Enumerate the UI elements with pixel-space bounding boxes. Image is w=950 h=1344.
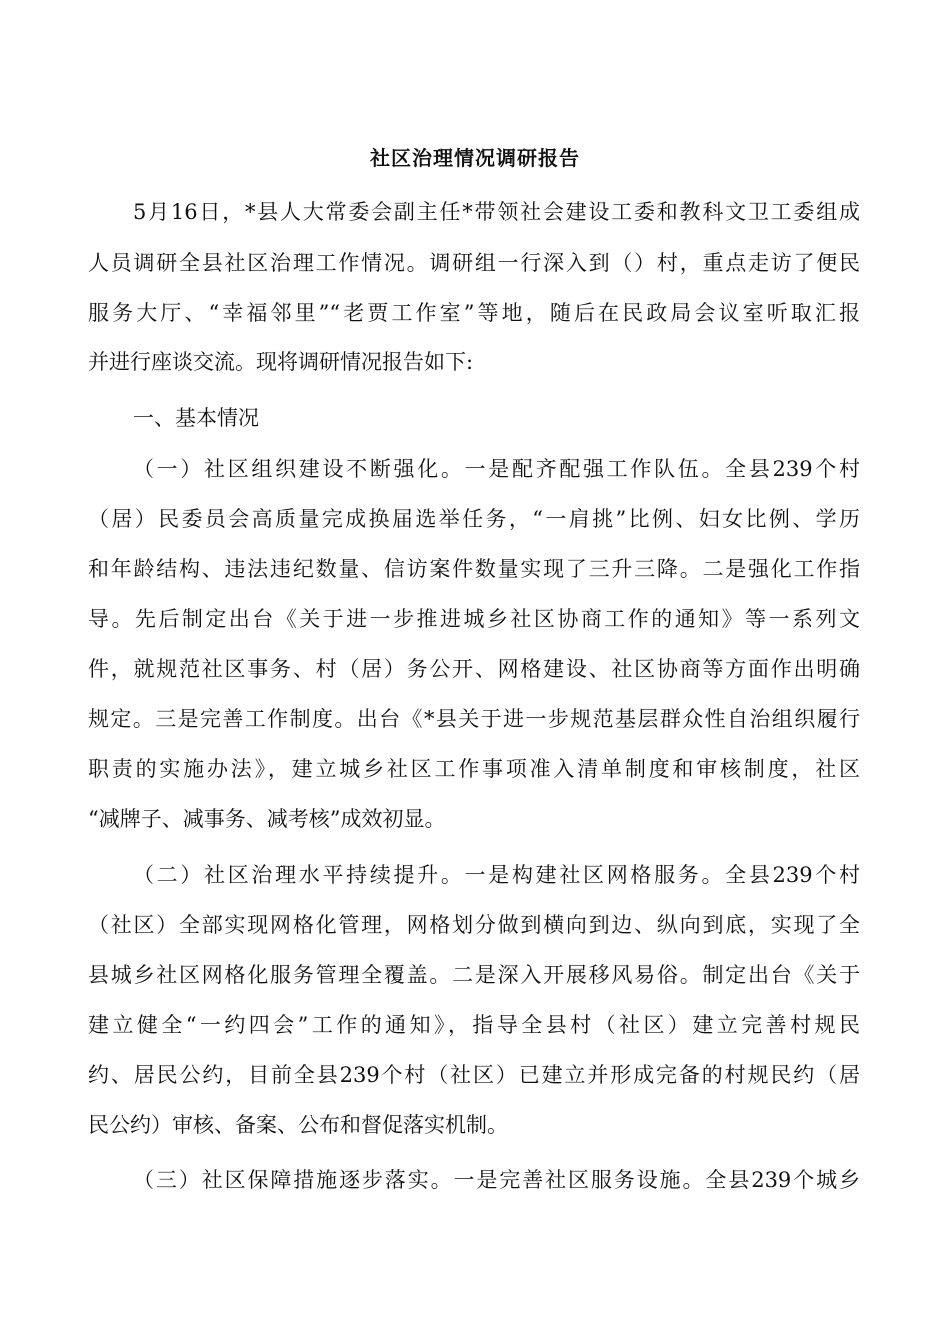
paragraph-line: 职责的实施办法》，建立城乡社区工作事项准入清单制度和审核制度，社区: [88, 757, 860, 781]
paragraph-line: 件，就规范社区事务、村（居）务公开、网格建设、社区协商等方面作出明确: [88, 657, 860, 681]
paragraph-line: 县城乡社区网格化服务管理全覆盖。二是深入开展移风易俗。制定出台《关于: [88, 963, 860, 987]
document-title: 社区治理情况调研报告: [370, 146, 580, 170]
section-heading: 一、基本情况: [133, 406, 259, 430]
paragraph-line: 服务大厅、“幸福邻里”“老贾工作室”等地，随后在民政局会议室听取汇报: [88, 301, 860, 325]
paragraph-line: （居）民委员会高质量完成换届选举任务，“一肩挑”比例、妇女比例、学历: [88, 507, 860, 531]
paragraph-line: 导。先后制定出台《关于进一步推进城乡社区协商工作的通知》等一系列文: [88, 607, 860, 631]
paragraph-line: 规定。三是完善工作制度。出台《*县关于进一步规范基层群众性自治组织履行: [88, 707, 860, 731]
paragraph-line: 5月16日，*县人大常委会副主任*带领社会建设工委和教科文卫工委组成: [133, 200, 860, 224]
paragraph-line: “减牌子、减事务、减考核”成效初显。: [88, 807, 446, 831]
paragraph-line: 民公约）审核、备案、公布和督促落实机制。: [88, 1113, 508, 1137]
paragraph-line: 建立健全“一约四会”工作的通知》，指导全县村（社区）建立完善村规民: [88, 1013, 860, 1037]
paragraph-line: 约、居民公约，目前全县239个村（社区）已建立并形成完备的村规民约（居: [88, 1063, 860, 1087]
paragraph-line: 人员调研全县社区治理工作情况。调研组一行深入到（）村，重点走访了便民: [88, 251, 860, 275]
paragraph-line: （社区）全部实现网格化管理，网格划分做到横向到边、纵向到底，实现了全: [88, 913, 860, 937]
paragraph-line: 并进行座谈交流。现将调研情况报告如下:: [88, 350, 474, 374]
paragraph-line: （二）社区治理水平持续提升。一是构建社区网格服务。全县239个村: [133, 863, 860, 887]
paragraph-line: （一）社区组织建设不断强化。一是配齐配强工作队伍。全县239个村: [133, 457, 860, 481]
paragraph-line: （三）社区保障措施逐步落实。一是完善社区服务设施。全县239个城乡: [133, 1168, 860, 1192]
paragraph-line: 和年龄结构、违法违纪数量、信访案件数量实现了三升三降。二是强化工作指: [88, 557, 860, 581]
